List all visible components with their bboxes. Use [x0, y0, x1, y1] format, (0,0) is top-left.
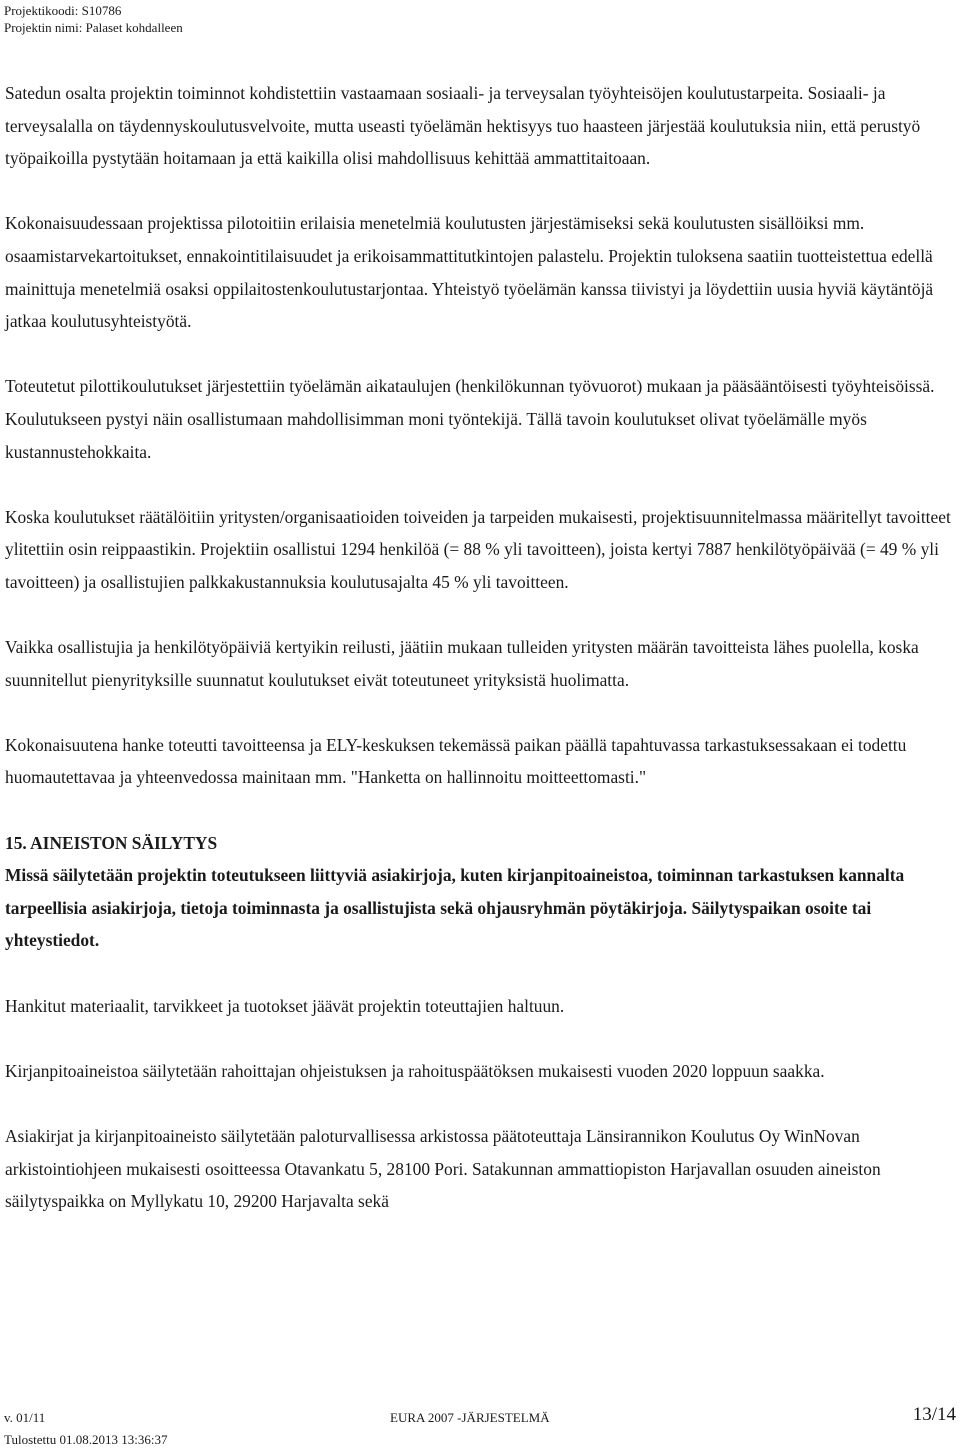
page-footer: [0, 1404, 960, 1449]
project-name: Projektin nimi: Palaset kohdalleen: [4, 20, 183, 35]
paragraph-hankitut: Hankitut materiaalit, tarvikkeet ja tuotokset jäävät projektin toteuttajien haltuun.: [5, 995, 565, 1016]
paragraph-kirjanpito: Kirjanpitoaineistoa säilytetään rahoittajan ohjeistuksen ja rahoituspäätöksen mukaisesti vuoden 2020 loppuun saakka.: [5, 1060, 825, 1081]
section-question: Missä säilytetään projektin toteutukseen liittyviä asiakirjoja, kuten kirjanpitoaineistoa, toiminnan tarkastuksen kannalta tarpeellisia asiakirjoja, tietoja toiminnasta ja osallistujista sekä ohjausryhmän pöytäkirjoja. Säilytyspaikan osoite tai yhteystiedot.: [5, 865, 905, 951]
paragraph-toteutetut: Toteutetut pilottikoulutukset järjestettiin työelämän aikataulujen (henkilökunnan työvuorot) mukaan ja pääsääntöisesti työyhteisöissä. Koulutukseen pystyi näin osallistumaan mahdollisimman moni työntekijä. Tällä tavoin koulutukset olivat työelämälle myös kustannustehokkaita.: [5, 376, 935, 462]
page-number: 13/14: [912, 1404, 956, 1425]
document-body: [5, 77, 957, 1218]
footer-version: v. 01/11: [4, 1410, 46, 1425]
paragraph-kokonaisuudessaan: Kokonaisuudessaan projektissa pilotoitiin erilaisia menetelmiä koulutusten järjestämiseksi sekä koulutusten sisällöiksi mm. osaamistarvekartoitukset, ennakointitilaisuudet ja erikoisammattitutkintojen palastelu. Projektin tuloksena saatiin tuotteistettua edellä mainittuja menetelmiä osaksi oppilaitostenkoulutustarjontaa. Yhteistyö työelämän kanssa tiivistyi ja löydettiin uusia hyviä käytäntöjä jatkaa koulutusyhteistyötä.: [5, 213, 934, 332]
section-heading: 15. AINEISTON SÄILYTYS: [5, 832, 218, 853]
paragraph-asiakirjat: Asiakirjat ja kirjanpitoaineisto säilytetään paloturvallisessa arkistossa päätoteuttaja Länsirannikon Koulutus Oy WinNovan arkistointiohjeen mukaisesti osoitteessa Otavankatu 5, 28100 Pori. Satakunnan ammattiopiston Harjavallan osuuden aineiston säilytyspaikka on Myllykatu 10, 29200 Harjavalta sekä: [5, 1126, 881, 1212]
footer-system: EURA 2007 -JÄRJESTELMÄ: [390, 1410, 550, 1425]
paragraph-kokonaisuutena: Kokonaisuutena hanke toteutti tavoitteensa ja ELY-keskuksen tekemässä paikan päällä tapahtuvassa tarkastuksessakaan ei todettu huomautettavaa ja yhteenvedossa mainitaan mm. "Hanketta on hallinnoitu moitteettomasti.": [5, 734, 907, 788]
paragraph-sosiaali: Satedun osalta projektin toiminnot kohdistettiin vastaamaan sosiaali- ja terveysalan työyhteisöjen koulutustarpeita. Sosiaali- ja terveysalalla on täydennyskoulutusvelvoite, mutta useasti työelämän hektisyys tuo haasteen järjestää koulutuksia niin, että perustyö työpaikoilla pystytään hoitamaan ja että kaikilla olisi mahdollisuus kehittää ammattitaitoaan.: [5, 83, 921, 169]
footer-printed: Tulostettu 01.08.2013 13:36:37: [4, 1432, 168, 1447]
project-code: Projektikoodi: S10786: [4, 3, 122, 18]
page-header: [4, 2, 183, 36]
paragraph-vaikka: Vaikka osallistujia ja henkilötyöpäiviä kertyikin reilusti, jäätiin mukaan tulleiden yritysten määrän tavoitteista lähes puolella, koska suunnitellut pienyrityksille suunnatut koulutukset eivät toteutuneet yrityksistä huolimatta.: [5, 637, 919, 690]
paragraph-koska: Koska koulutukset räätälöitiin yritysten/organisaatioiden toiveiden ja tarpeiden mukaisesti, projektisuunnitelmassa määritellyt tavoitteet ylitettiin osin reippaastikin. Projektiin osallistui 1294 henkilöä (= 88 % yli tavoitteen), joista kertyi 7887 henkilötyöpäivää (= 49 % yli tavoitteen) ja osallistujien palkkakustannuksia koulutusajalta 45 % yli tavoitteen.: [5, 506, 951, 592]
